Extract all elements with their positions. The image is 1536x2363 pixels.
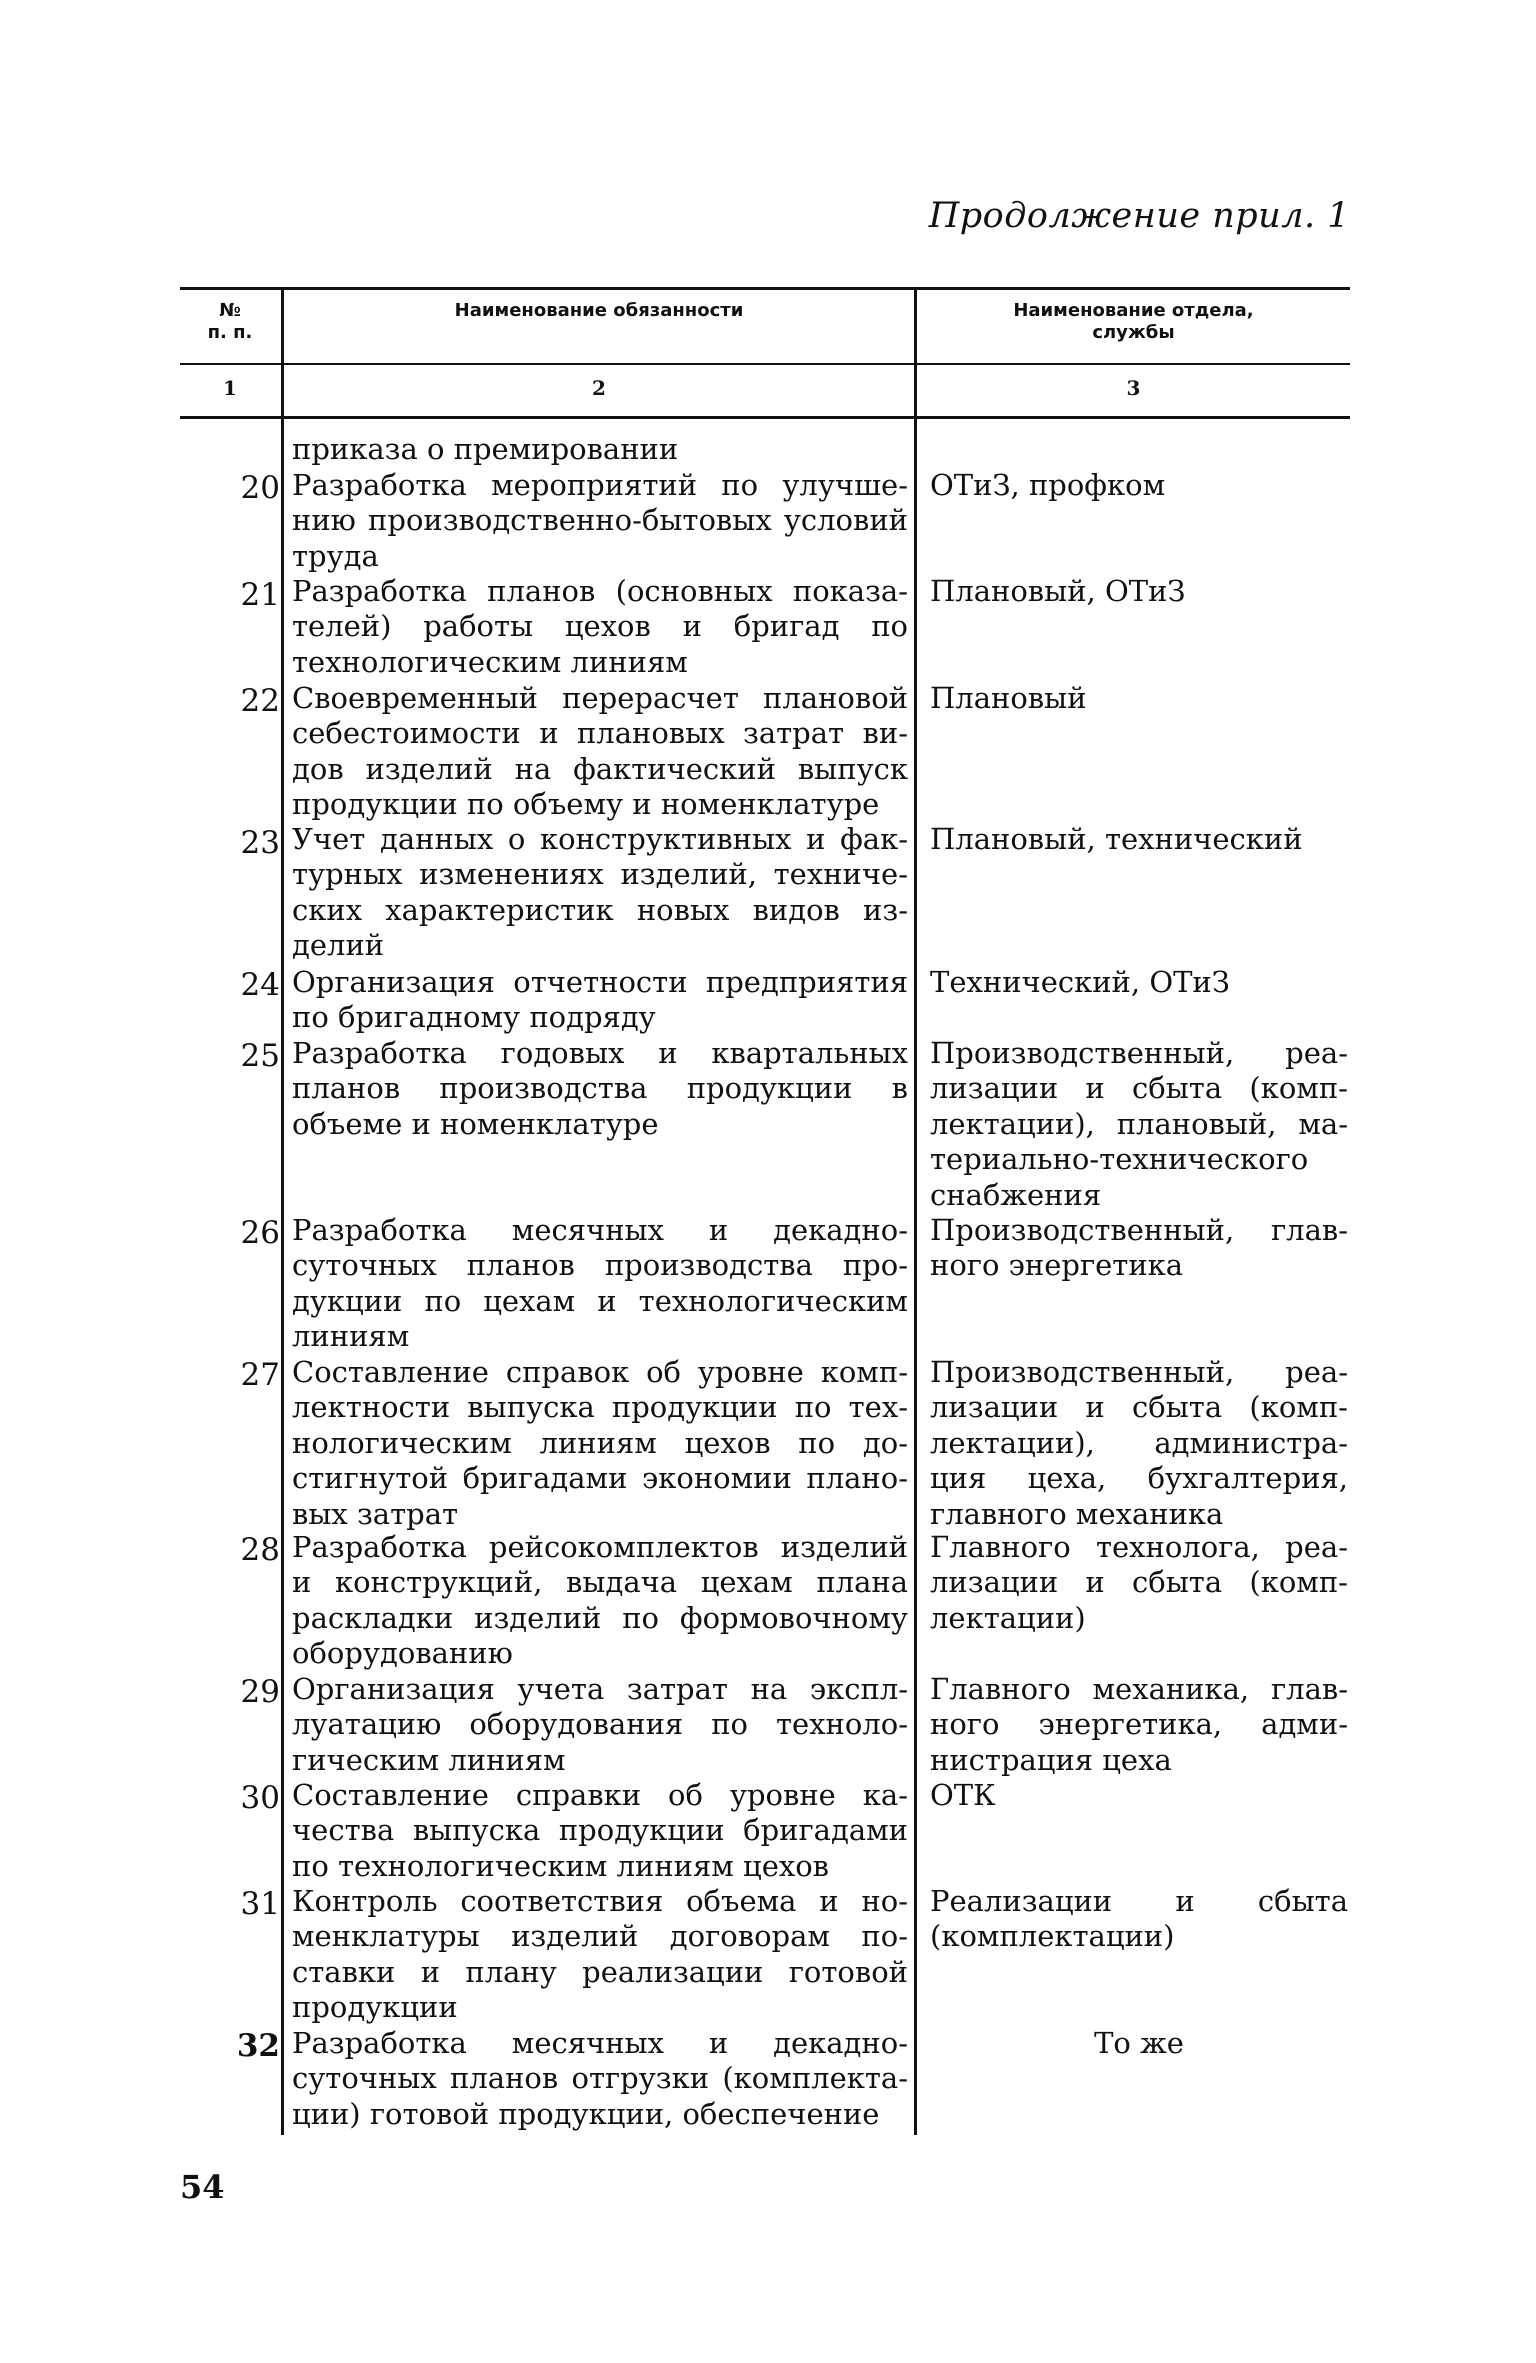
continuation-label: Продолжение прил. 1	[928, 196, 1350, 236]
duty-text: Составление справки об уровне ка-чества выпуска продукции бригадами по технологическим линиям цехов	[292, 1778, 908, 1883]
row-number: 30	[240, 1780, 280, 1816]
duty-text: Разработка рейсокомплектов изделий и конструкций, выдача цехам плана раскладки изделий по формовочному оборудованию	[292, 1530, 908, 1671]
col-number-2: 2	[592, 376, 606, 400]
row-number: 26	[240, 1215, 280, 1251]
col-number-1: 1	[223, 376, 237, 400]
row-number: 29	[240, 1674, 280, 1710]
dept-text: Главного механика, глав-ного энергетика, адми-нистрация цеха	[930, 1672, 1348, 1777]
dept-text: Производственный, глав-ного энергетика	[930, 1213, 1348, 1283]
duty-text: Разработка мероприятий по улучше-нию производственно-бытовых условий труда	[292, 468, 908, 573]
row-number: 27	[240, 1357, 280, 1393]
row-number: 31	[240, 1886, 280, 1922]
dept-text: Производственный, реа-лизации и сбыта (комп-лектации), плановый, ма-териально-технического снабжения	[930, 1036, 1348, 1212]
header-num: № п. п.	[207, 300, 253, 343]
dept-text: То же	[1094, 2026, 1184, 2060]
dept-text: Реализации и сбыта (комплектации)	[930, 1884, 1348, 1954]
dept-text: Плановый, ОТиЗ	[930, 574, 1186, 608]
dept-text: Плановый	[930, 681, 1087, 715]
duty-text: Разработка годовых и квартальных планов производства продукции в объеме и номенклатуре	[292, 1036, 908, 1141]
dept-text: Плановый, технический	[930, 822, 1303, 856]
header-bottom-rule	[180, 363, 1350, 365]
header-dept: Наименование отдела, службы	[1013, 300, 1254, 343]
dept-text: ОТК	[930, 1778, 996, 1812]
column-divider-2	[914, 289, 917, 2135]
row-number: 28	[240, 1532, 280, 1568]
row-number: 21	[240, 577, 280, 613]
duty-text: Организация учета затрат на экспл-луатацию оборудования по техноло-гическим линиям	[292, 1672, 908, 1777]
colnum-bottom-rule	[180, 416, 1350, 419]
duty-text: Разработка планов (основных показа-телей) работы цехов и бригад по технологическим линиям	[292, 574, 908, 679]
row-number: 23	[240, 825, 280, 861]
table-top-rule	[180, 287, 1350, 290]
duty-text: Контроль соответствия объема и но-менклатуры изделий договорам по-ставки и плану реализации готовой продукции	[292, 1884, 908, 2025]
column-divider-1	[281, 289, 284, 2135]
dept-text: Главного технолога, реа-лизации и сбыта (комп-лектации)	[930, 1530, 1348, 1635]
row-number: 32	[236, 2028, 280, 2064]
dept-text: Производственный, реа-лизации и сбыта (комп-лектации), администра-ция цеха, бухгалтерия, главного механика	[930, 1355, 1348, 1531]
duty-text: Разработка месячных и декадно-суточных планов отгрузки (комплекта-ции) готовой продукции, обеспечение	[292, 2026, 908, 2131]
duty-text: Организация отчетности предприятия по бригадному подряду	[292, 965, 908, 1035]
row-number: 25	[240, 1038, 280, 1074]
duty-text: Своевременный перерасчет плановой себестоимости и плановых затрат ви-дов изделий на фактический выпуск продукции по объему и номенклатуре	[292, 681, 908, 822]
duty-text: Составление справок об уровне комп-лектности выпуска продукции по тех-нологическим линиям цехов по до-стигнутой бригадами экономии плано-вых затрат	[292, 1355, 908, 1531]
row-number: 24	[240, 967, 280, 1003]
duty-text: Учет данных о конструктивных и фак-турных изменениях изделий, техниче-ских характеристик новых видов из-делий	[292, 822, 908, 963]
row-number: 22	[240, 683, 280, 719]
header-duty: Наименование обязанности	[454, 300, 744, 321]
dept-text: ОТиЗ, профком	[930, 468, 1166, 502]
dept-text: Технический, ОТиЗ	[930, 965, 1230, 999]
col-number-3: 3	[1126, 376, 1141, 400]
page-number: 54	[180, 2168, 225, 2206]
duty-text: Разработка месячных и декадно-суточных планов производства про-дукции по цехам и технологическим линиям	[292, 1213, 908, 1354]
continued-duty-text: приказа о премировании	[292, 432, 679, 466]
row-number: 20	[240, 470, 280, 506]
